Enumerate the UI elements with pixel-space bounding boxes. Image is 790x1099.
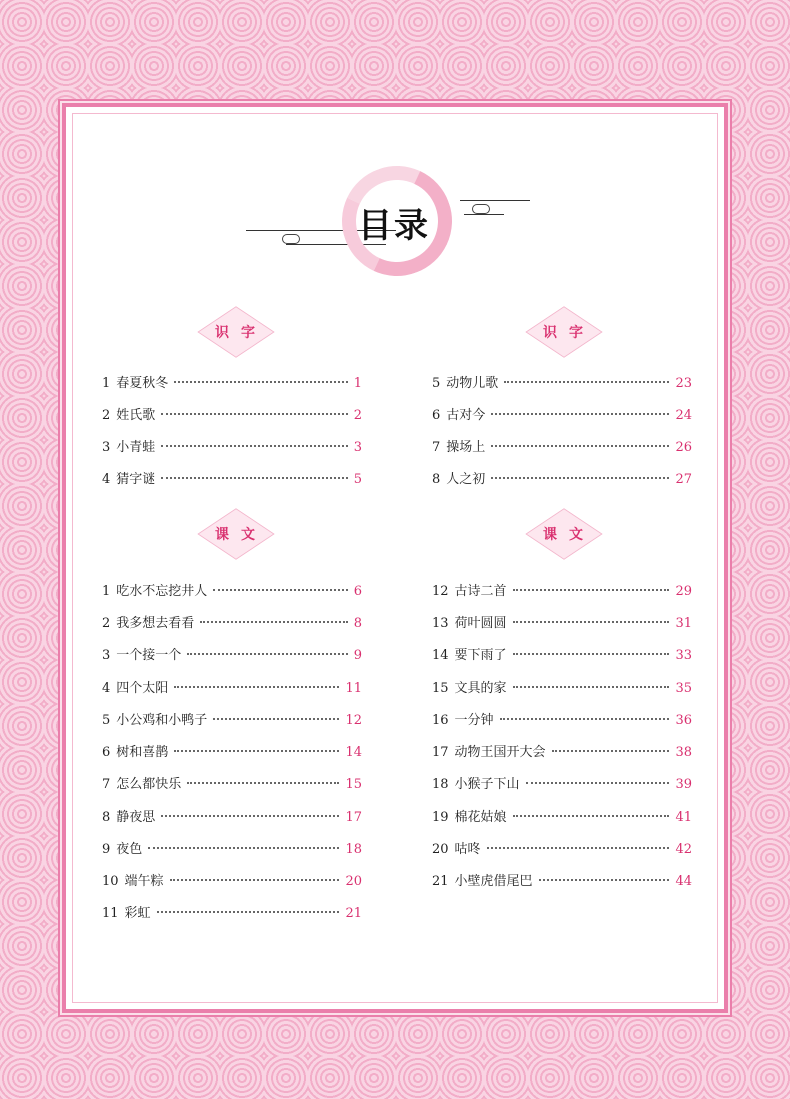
- toc-entry-title: 怎么都快乐: [116, 777, 182, 792]
- toc-entry[interactable]: [432, 404, 692, 422]
- dot-leader: [491, 477, 669, 479]
- toc-entry-number: 4: [102, 472, 111, 487]
- dot-leader: [504, 381, 669, 383]
- title-deco-line-right: [460, 200, 530, 201]
- toc-entry-title: 咕咚: [454, 842, 481, 857]
- toc-entry[interactable]: [432, 773, 692, 791]
- toc-entry[interactable]: [102, 677, 362, 695]
- toc-entry[interactable]: [102, 741, 362, 759]
- toc-entry-number: 16: [432, 713, 449, 728]
- toc-entry-number: 1: [102, 376, 111, 391]
- title-block: [240, 166, 540, 278]
- toc-entry-page: 38: [675, 745, 692, 760]
- toc-entry-title: 古对今: [446, 408, 486, 423]
- toc-entry[interactable]: [102, 580, 362, 598]
- dot-leader: [187, 653, 347, 655]
- toc-entry-title: 动物儿歌: [446, 376, 499, 391]
- dot-leader: [513, 686, 670, 688]
- toc-entry[interactable]: [432, 838, 692, 856]
- toc-entry-number: 19: [432, 810, 449, 825]
- toc-entry-title: 猜字谜: [116, 472, 156, 487]
- toc-entry-page: 15: [345, 777, 362, 792]
- toc-entry-number: 18: [432, 777, 449, 792]
- dot-leader: [526, 782, 670, 784]
- toc-entry[interactable]: [102, 902, 362, 920]
- toc-entry[interactable]: [102, 612, 362, 630]
- toc-entry[interactable]: [432, 806, 692, 824]
- section-label-text: 识字: [215, 325, 267, 341]
- toc-entry-number: 12: [432, 584, 449, 599]
- section-label-left-bottom: [198, 521, 272, 545]
- toc-entry-page: 27: [675, 472, 692, 487]
- toc-entry-number: 15: [432, 681, 449, 696]
- dot-leader: [487, 847, 670, 849]
- dot-leader: [213, 718, 339, 720]
- dot-leader: [491, 413, 669, 415]
- toc-entry-title: 我多想去看看: [116, 616, 195, 631]
- toc-entry[interactable]: [432, 612, 692, 630]
- toc-entry-number: 5: [432, 376, 441, 391]
- toc-entry-page: 9: [353, 648, 362, 663]
- section-label-left-top: [198, 319, 272, 343]
- toc-entry-page: 31: [675, 616, 692, 631]
- toc-entry-title: 文具的家: [454, 681, 507, 696]
- toc-entry-page: 44: [675, 874, 692, 889]
- toc-entry[interactable]: [432, 741, 692, 759]
- toc-entry-page: 39: [675, 777, 692, 792]
- dot-leader: [500, 718, 670, 720]
- cloud-swirl-icon: [472, 204, 490, 214]
- toc-entry-number: 1: [102, 584, 111, 599]
- toc-entry-page: 20: [345, 874, 362, 889]
- toc-entry-page: 42: [675, 842, 692, 857]
- toc-entry[interactable]: [432, 468, 692, 486]
- dot-leader: [157, 911, 340, 913]
- toc-entry-number: 3: [102, 648, 111, 663]
- toc-entry[interactable]: [102, 838, 362, 856]
- toc-entry-title: 操场上: [446, 440, 486, 455]
- toc-entry-title: 端午粽: [124, 874, 164, 889]
- dot-leader: [491, 445, 669, 447]
- toc-entry-title: 棉花姑娘: [454, 810, 507, 825]
- toc-entry-title: 春夏秋冬: [116, 376, 169, 391]
- toc-entry-number: 9: [102, 842, 111, 857]
- toc-entry-title: 夜色: [116, 842, 143, 857]
- toc-entry-page: 18: [345, 842, 362, 857]
- toc-entry-number: 17: [432, 745, 449, 760]
- dot-leader: [213, 589, 347, 591]
- toc-entry-title: 荷叶圆圆: [454, 616, 507, 631]
- toc-entry-number: 3: [102, 440, 111, 455]
- toc-entry[interactable]: [102, 644, 362, 662]
- toc-entry[interactable]: [432, 677, 692, 695]
- dot-leader: [161, 445, 347, 447]
- dot-leader: [161, 477, 347, 479]
- toc-entry-page: 41: [675, 810, 692, 825]
- toc-entry-title: 古诗二首: [454, 584, 507, 599]
- toc-entry-page: 35: [675, 681, 692, 696]
- toc-entry-number: 21: [432, 874, 449, 889]
- toc-entry-number: 8: [102, 810, 111, 825]
- toc-entry-page: 29: [675, 584, 692, 599]
- section-label-right-bottom: [526, 521, 600, 545]
- toc-entry-number: 13: [432, 616, 449, 631]
- page-title: 目录: [358, 206, 430, 246]
- dot-leader: [161, 413, 347, 415]
- toc-entry-page: 33: [675, 648, 692, 663]
- toc-entry[interactable]: [432, 870, 692, 888]
- toc-entry-number: 8: [432, 472, 441, 487]
- toc-entry[interactable]: [432, 580, 692, 598]
- toc-entry[interactable]: [102, 806, 362, 824]
- dot-leader: [513, 621, 670, 623]
- dot-leader: [200, 621, 347, 623]
- toc-entry-title: 静夜思: [116, 810, 156, 825]
- toc-entry-page: 24: [675, 408, 692, 423]
- toc-entry-number: 2: [102, 408, 111, 423]
- toc-entry[interactable]: [102, 372, 362, 390]
- toc-entry-title: 彩虹: [124, 906, 151, 921]
- section-label-text: 课文: [215, 527, 267, 543]
- dot-leader: [174, 381, 347, 383]
- toc-entry-title: 一个接一个: [116, 648, 182, 663]
- toc-entry-page: 12: [345, 713, 362, 728]
- dot-leader: [170, 879, 340, 881]
- toc-entry-page: 2: [353, 408, 362, 423]
- toc-entry-page: 8: [353, 616, 362, 631]
- toc-entry-number: 11: [102, 906, 119, 921]
- toc-entry-title: 小青蛙: [116, 440, 156, 455]
- dot-leader: [513, 589, 670, 591]
- dot-leader: [187, 782, 339, 784]
- toc-entry-number: 6: [102, 745, 111, 760]
- toc-entry-title: 树和喜鹊: [116, 745, 169, 760]
- toc-entry[interactable]: [102, 436, 362, 454]
- dot-leader: [552, 750, 670, 752]
- dot-leader: [161, 815, 339, 817]
- section-label-text: 课文: [543, 527, 595, 543]
- toc-entry-number: 5: [102, 713, 111, 728]
- dot-leader: [513, 815, 670, 817]
- toc-entry-title: 要下雨了: [454, 648, 507, 663]
- toc-entry-title: 小公鸡和小鸭子: [116, 713, 208, 728]
- toc-entry-title: 吃水不忘挖井人: [116, 584, 208, 599]
- cloud-swirl-icon: [282, 234, 300, 244]
- toc-entry[interactable]: [102, 404, 362, 422]
- toc-entry-title: 小猴子下山: [454, 777, 520, 792]
- toc-entry[interactable]: [102, 468, 362, 486]
- dot-leader: [174, 686, 339, 688]
- toc-entry[interactable]: [432, 709, 692, 727]
- dot-leader: [539, 879, 670, 881]
- toc-entry-number: 14: [432, 648, 449, 663]
- toc-entry-page: 21: [345, 906, 362, 921]
- section-label-right-top: [526, 319, 600, 343]
- toc-entry-number: 4: [102, 681, 111, 696]
- toc-entry-page: 36: [675, 713, 692, 728]
- toc-entry-number: 7: [102, 777, 111, 792]
- toc-entry-page: 11: [345, 681, 362, 696]
- toc-entry-title: 四个太阳: [116, 681, 169, 696]
- toc-entry-title: 动物王国开大会: [454, 745, 546, 760]
- toc-entry-number: 20: [432, 842, 449, 857]
- dot-leader: [148, 847, 339, 849]
- toc-entry-title: 一分钟: [454, 713, 494, 728]
- toc-entry[interactable]: [432, 436, 692, 454]
- toc-entry[interactable]: [102, 870, 362, 888]
- dot-leader: [174, 750, 339, 752]
- toc-entry-page: 5: [353, 472, 362, 487]
- toc-entry-page: 23: [675, 376, 692, 391]
- toc-entry[interactable]: [102, 773, 362, 791]
- toc-entry-number: 2: [102, 616, 111, 631]
- toc-entry-title: 姓氏歌: [116, 408, 156, 423]
- toc-entry[interactable]: [432, 372, 692, 390]
- toc-entry[interactable]: [432, 644, 692, 662]
- toc-entry-title: 人之初: [446, 472, 486, 487]
- toc-entry-page: 26: [675, 440, 692, 455]
- toc-entry[interactable]: [102, 709, 362, 727]
- dot-leader: [513, 653, 670, 655]
- toc-entry-page: 1: [353, 376, 362, 391]
- title-deco-line-right-2: [464, 214, 504, 215]
- toc-entry-page: 14: [345, 745, 362, 760]
- toc-entry-page: 3: [353, 440, 362, 455]
- toc-entry-number: 6: [432, 408, 441, 423]
- toc-entry-title: 小壁虎借尾巴: [454, 874, 533, 889]
- toc-entry-number: 10: [102, 874, 119, 889]
- toc-entry-page: 6: [353, 584, 362, 599]
- toc-entry-number: 7: [432, 440, 441, 455]
- toc-entry-page: 17: [345, 810, 362, 825]
- section-label-text: 识字: [543, 325, 595, 341]
